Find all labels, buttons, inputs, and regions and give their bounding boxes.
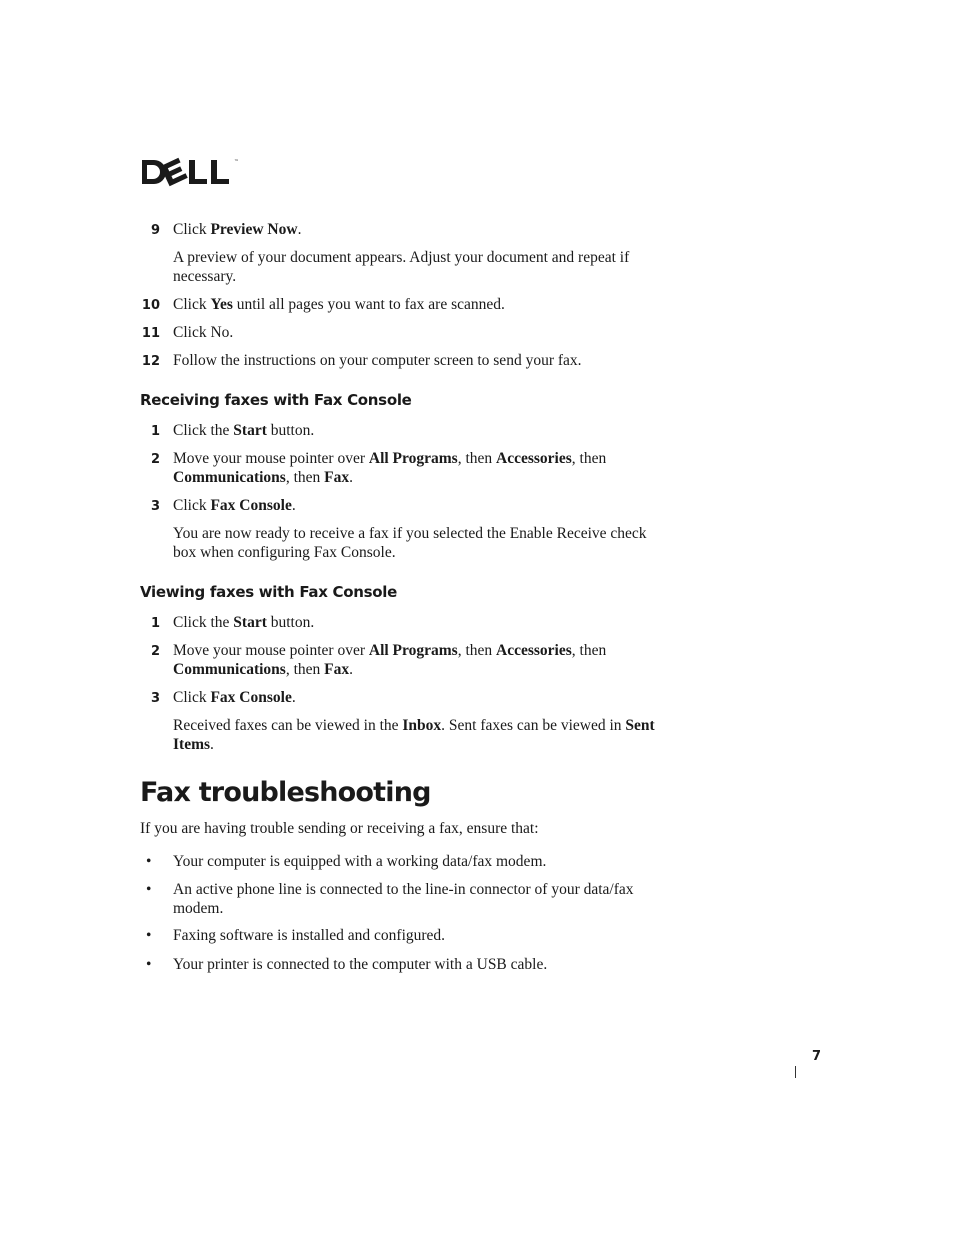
step-text: Click No. — [173, 324, 234, 341]
step-number: 3 — [150, 691, 160, 706]
view-note: Received faxes can be viewed in the Inbox. Sent faxes can be viewed in Sent Items. — [173, 717, 655, 753]
step-text: Click Preview Now. — [173, 221, 302, 238]
bullet-marker: • — [146, 927, 152, 944]
step-number: 1 — [150, 616, 160, 631]
step-number: 2 — [150, 452, 160, 467]
step-number: 9 — [150, 223, 160, 238]
step-number: 1 — [150, 424, 160, 439]
bullet-text: An active phone line is connected to the line-in connector of your data/fax modem. — [173, 881, 634, 917]
bullet-text: Faxing software is installed and configured. — [173, 927, 446, 944]
step-number: 10 — [141, 298, 160, 313]
heading-viewing-faxes: Viewing faxes with Fax Console — [140, 583, 397, 601]
step-9-note: A preview of your document appears. Adjust your document and repeat if necessary. — [173, 249, 630, 285]
dell-logo — [141, 156, 245, 188]
bullet-text: Your printer is connected to the computer with a USB cable. — [173, 956, 548, 973]
bullet-marker: • — [146, 956, 152, 973]
page-divider — [795, 1066, 796, 1078]
step-text: Click the Start button. — [173, 422, 315, 439]
step-text: Click Yes until all pages you want to fax are scanned. — [173, 296, 505, 313]
step-text: Click the Start button. — [173, 614, 315, 631]
receive-note: You are now ready to receive a fax if you selected the Enable Receive check box when configuring Fax Console. — [173, 525, 647, 561]
bullet-marker: • — [146, 853, 152, 870]
step-number: 3 — [150, 499, 160, 514]
bullet-text: Your computer is equipped with a working data/fax modem. — [173, 853, 547, 870]
page-number: 7 — [812, 1049, 822, 1064]
troubleshooting-intro: If you are having trouble sending or receiving a fax, ensure that: — [140, 820, 539, 837]
step-text: Move your mouse pointer over All Programs, then Accessories, then Communications, then Fax. — [173, 450, 607, 486]
trademark-mark: ™ — [234, 159, 239, 165]
step-number: 12 — [141, 354, 160, 369]
step-text: Move your mouse pointer over All Programs, then Accessories, then Communications, then Fax. — [173, 642, 607, 678]
step-number: 11 — [141, 326, 160, 341]
step-text: Click Fax Console. — [173, 689, 296, 706]
heading-receiving-faxes: Receiving faxes with Fax Console — [140, 391, 412, 409]
step-number: 2 — [150, 644, 160, 659]
bullet-marker: • — [146, 881, 152, 898]
heading-fax-troubleshooting: Fax troubleshooting — [140, 777, 431, 808]
step-text: Follow the instructions on your computer screen to send your fax. — [173, 352, 582, 369]
step-text: Click Fax Console. — [173, 497, 296, 514]
